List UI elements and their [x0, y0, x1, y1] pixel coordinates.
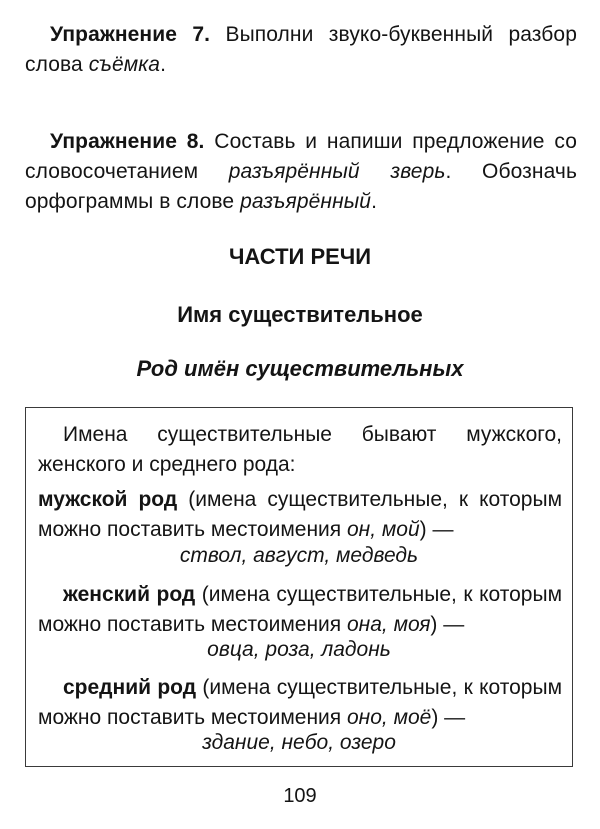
- exercise-8-tail: .: [371, 190, 378, 213]
- neuter-examples: здание, небо, озеро: [202, 731, 396, 754]
- masculine-rule: [38, 485, 562, 545]
- rule-intro: Имена существительные бывают мужского, женского и среднего рода:: [38, 423, 562, 476]
- masculine-tail: ) —: [419, 518, 454, 541]
- exercise-8-text2: . Обозначь орфограммы в слове: [25, 160, 577, 213]
- exercise-8-phrase: разъярённый зверь: [228, 160, 446, 183]
- exercise-7: [25, 20, 577, 80]
- exercise-7-word: съёмка: [88, 53, 161, 76]
- exercise-7-tail: .: [160, 53, 166, 76]
- section-heading: ЧАСТИ РЕЧИ: [228, 244, 372, 269]
- exercise-7-label: Упражнение 7.: [50, 23, 211, 46]
- neuter-term: средний род: [63, 676, 197, 699]
- neuter-rule: [38, 673, 562, 733]
- topic-heading: Род имён существительных: [136, 356, 464, 381]
- feminine-pronouns: она, моя: [347, 613, 431, 636]
- feminine-examples: овца, роза, ладонь: [207, 638, 391, 661]
- exercise-8-label: Упражнение 8.: [50, 130, 205, 153]
- masculine-pronouns: он, мой: [347, 518, 420, 541]
- exercise-8-text: Составь и напиши предложение со словосочетанием: [25, 130, 577, 183]
- masculine-term: мужской род: [38, 488, 178, 511]
- masculine-examples: ствол, август, медведь: [179, 544, 419, 567]
- exercise-8-word: разъярённый: [240, 190, 372, 213]
- subsection-heading: Имя существительное: [177, 302, 423, 327]
- exercise-8: [25, 127, 577, 217]
- page-number: 109: [283, 785, 317, 807]
- neuter-pronouns: оно, моё: [347, 706, 432, 729]
- feminine-rule: [38, 580, 562, 640]
- feminine-term: женский род: [63, 583, 196, 606]
- neuter-text: (имена существительные, к которым можно поставить местоимения: [38, 676, 563, 729]
- feminine-text: (имена существительные, к которым можно поставить местоимения: [38, 583, 563, 636]
- exercise-7-text: Выполни звуко-буквенный разбор слова: [25, 23, 577, 76]
- feminine-tail: ) —: [430, 613, 465, 636]
- neuter-tail: ) —: [431, 706, 466, 729]
- masculine-text: (имена существительные, к которым можно поставить местоимения: [38, 488, 563, 541]
